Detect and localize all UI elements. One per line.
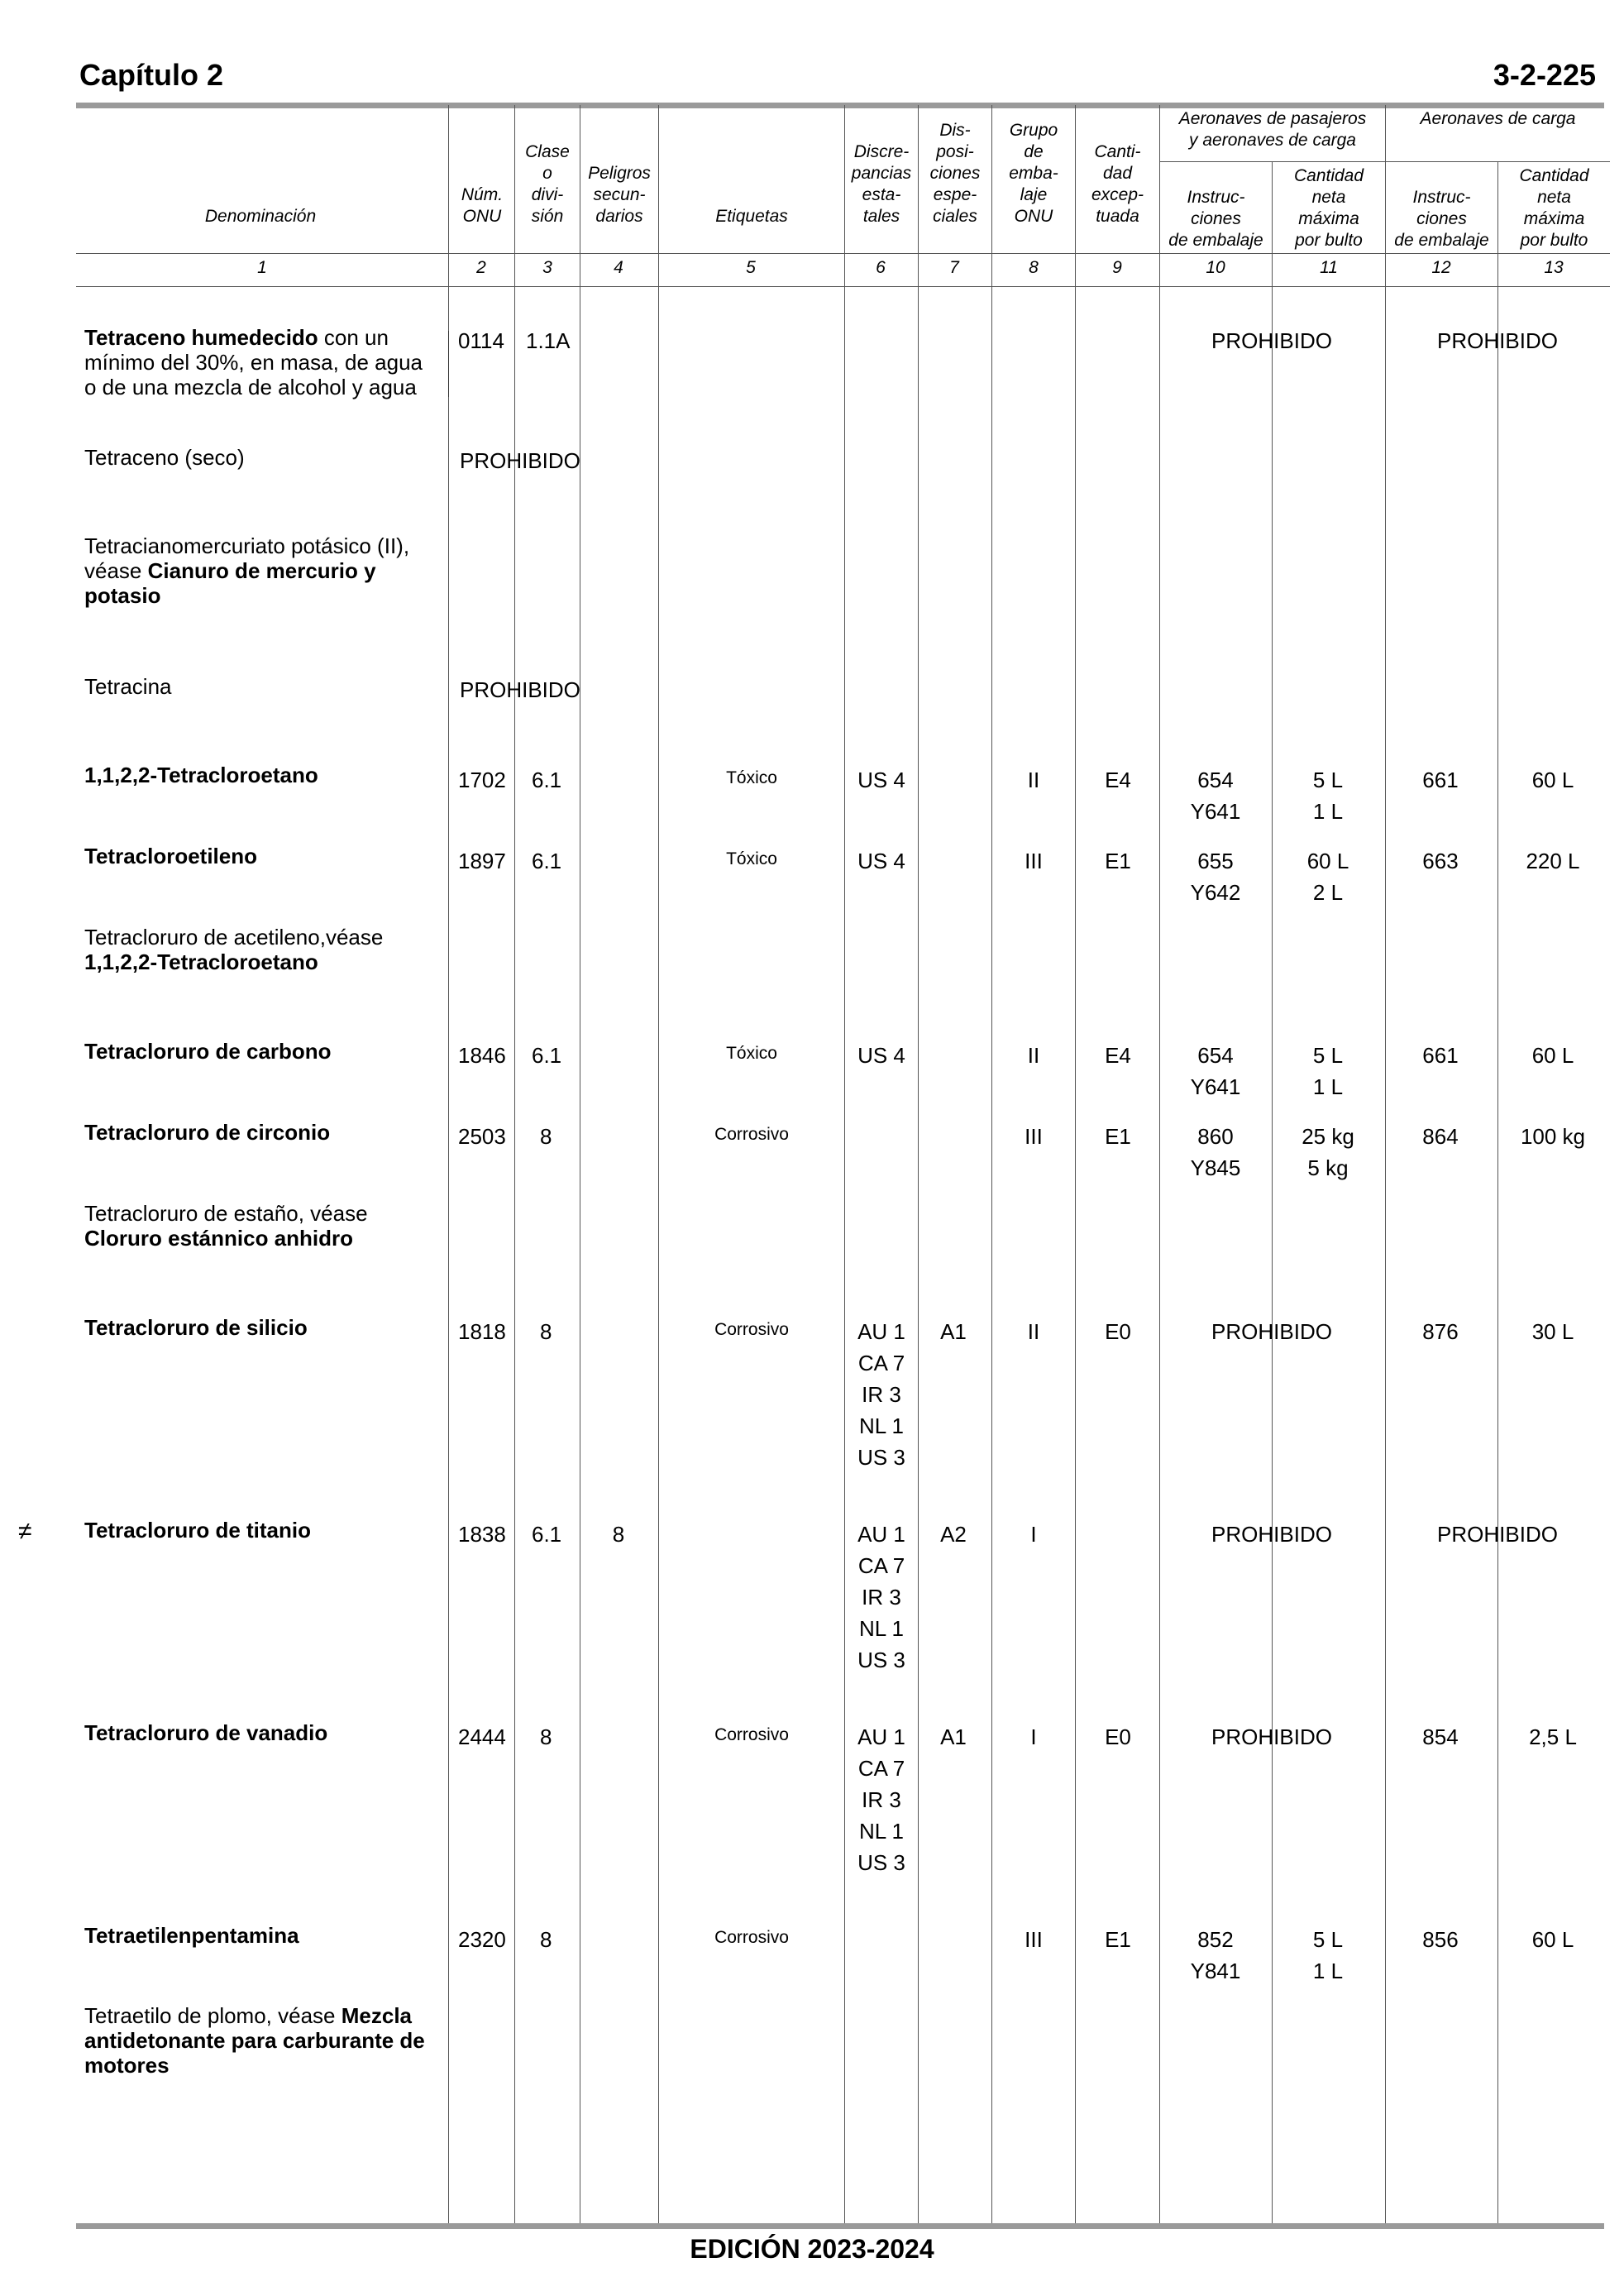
col1-header: Denominación <box>204 207 317 226</box>
un-number: 2444 <box>458 1724 506 1749</box>
class-division: 8 <box>540 1927 552 1952</box>
excepted-quantity: E1 <box>1105 1927 1131 1952</box>
packing-instruction: 654 Y641 <box>1190 1043 1241 1099</box>
row-name: Tetracloruro de vanadio <box>84 1720 328 1745</box>
cargo-packing-instruction: 856 <box>1422 1927 1459 1952</box>
passenger-prohibited: PROHIBIDO <box>1211 328 1332 353</box>
packing-group: I <box>1030 1724 1037 1749</box>
special-provision: A1 <box>940 1724 967 1749</box>
row-name: Tetracloruro de estaño, véase Cloruro estánnico anhidro <box>84 1201 368 1251</box>
change-mark: ≠ <box>18 1518 32 1545</box>
col10-header: Instruc- ciones de embalaje <box>1168 188 1263 250</box>
subsidiary-hazard: 8 <box>612 1522 625 1547</box>
class-division: 6.1 <box>532 768 562 792</box>
packing-instruction: 860 Y845 <box>1190 1124 1241 1180</box>
label: Tóxico <box>726 849 777 868</box>
cargo-max-net-quantity: 30 L <box>1531 1319 1574 1344</box>
special-provision: A2 <box>940 1522 967 1547</box>
passenger-prohibited: PROHIBIDO <box>1211 1724 1332 1749</box>
col3-header: Clase o divi- sión <box>525 142 570 226</box>
class-division: 8 <box>540 1124 552 1149</box>
cargo-max-net-quantity: 60 L <box>1531 768 1574 792</box>
row-name: Tetracloroetileno <box>84 844 258 868</box>
col5-header: Etiquetas <box>715 207 788 226</box>
row-name: 1,1,2,2-Tetracloroetano <box>84 763 318 787</box>
row-name: Tetraetilo de plomo, véase Mezcla antidetonante para carburante de motores <box>84 2003 425 2078</box>
class-division: 6.1 <box>532 1522 562 1547</box>
packing-instruction: 655 Y642 <box>1190 849 1241 905</box>
cargo-max-net-quantity: 100 kg <box>1520 1124 1586 1149</box>
packing-group: III <box>1025 849 1043 873</box>
state-variation: US 4 <box>857 1043 905 1068</box>
class-division: 8 <box>540 1319 552 1344</box>
row-name: Tetracloruro de acetileno,véase 1,1,2,2-Tetracloroetano <box>84 925 384 974</box>
row-name: Tetracianomercuriato potásico (II), véase Cianuro de mercurio y potasio <box>84 533 410 608</box>
col6-header: Discre- pancias esta- tales <box>851 142 912 226</box>
excepted-quantity: E1 <box>1105 849 1131 873</box>
un-number: 1897 <box>458 849 506 873</box>
cargo-max-net-quantity: 220 L <box>1526 849 1580 873</box>
row-name: Tetracloruro de titanio <box>84 1518 311 1543</box>
packing-group: II <box>1027 768 1040 792</box>
excepted-quantity: E1 <box>1105 1124 1131 1149</box>
special-provision: A1 <box>940 1319 967 1344</box>
class-division: 8 <box>540 1724 552 1749</box>
row-name: Tetracloruro de circonio <box>84 1120 331 1145</box>
packing-group: II <box>1027 1043 1040 1068</box>
class-division: 1.1A <box>526 328 571 353</box>
cargo-packing-instruction: 864 <box>1422 1124 1459 1149</box>
packing-group: II <box>1027 1319 1040 1344</box>
cargo-aircraft-header: Aeronaves de carga <box>1420 109 1576 128</box>
cargo-packing-instruction: 854 <box>1422 1724 1459 1749</box>
prohibited-text: PROHIBIDO <box>460 448 580 473</box>
packing-group: III <box>1025 1927 1043 1952</box>
packing-group: I <box>1030 1522 1037 1547</box>
un-number: 0114 <box>458 328 504 353</box>
excepted-quantity: E0 <box>1105 1724 1131 1749</box>
row-name: Tetraceno humedecido con un mínimo del 30%, en masa, de agua o de una mezcla de alcohol y agua <box>84 325 423 399</box>
cargo-packing-instruction: 663 <box>1422 849 1459 873</box>
cargo-max-net-quantity: 60 L <box>1531 1043 1574 1068</box>
state-variations: AU 1 CA 7 IR 3 NL 1 US 3 <box>857 1724 905 1875</box>
prohibited-text: PROHIBIDO <box>460 677 580 702</box>
row-name: Tetraceno (seco) <box>84 445 245 470</box>
label: Corrosivo <box>714 1928 789 1947</box>
page-number: 3-2-225 <box>1493 58 1596 92</box>
state-variation: US 4 <box>857 768 905 792</box>
row-name: Tetraetilenpentamina <box>84 1923 299 1948</box>
max-net-quantity: 5 L 1 L <box>1312 768 1344 824</box>
max-net-quantity: 60 L 2 L <box>1306 849 1349 905</box>
cargo-max-net-quantity: 2,5 L <box>1529 1724 1577 1749</box>
max-net-quantity: 25 kg 5 kg <box>1302 1124 1354 1180</box>
top-rule <box>76 103 1604 108</box>
max-net-quantity: 5 L 1 L <box>1312 1043 1344 1099</box>
col4-header: Peligros secun- darios <box>588 164 651 226</box>
cargo-prohibited: PROHIBIDO <box>1437 1522 1558 1547</box>
cargo-packing-instruction: 661 <box>1422 768 1459 792</box>
label: Corrosivo <box>714 1125 789 1144</box>
passenger-aircraft-header: Aeronaves de pasajeros y aeronaves de carga <box>1178 109 1367 150</box>
cargo-packing-instruction: 661 <box>1422 1043 1459 1068</box>
packing-instruction: 654 Y641 <box>1190 768 1241 824</box>
label: Tóxico <box>726 768 777 787</box>
edition-footer: EDICIÓN 2023-2024 <box>690 2234 934 2264</box>
state-variations: AU 1 CA 7 IR 3 NL 1 US 3 <box>857 1319 905 1470</box>
excepted-quantity: E4 <box>1105 768 1131 792</box>
un-number: 2320 <box>458 1927 506 1952</box>
max-net-quantity: 5 L 1 L <box>1312 1927 1344 1983</box>
col13-header: Cantidad neta máxima por bulto <box>1519 166 1589 250</box>
passenger-prohibited: PROHIBIDO <box>1211 1319 1332 1344</box>
bottom-rule <box>76 2223 1604 2229</box>
cargo-prohibited: PROHIBIDO <box>1437 328 1558 353</box>
label: Corrosivo <box>714 1725 789 1744</box>
state-variation: US 4 <box>857 849 905 873</box>
un-number: 1846 <box>458 1043 506 1068</box>
excepted-quantity: E4 <box>1105 1043 1131 1068</box>
row-name: Tetracloruro de silicio <box>84 1315 308 1340</box>
un-number: 1818 <box>458 1319 506 1344</box>
packing-group: III <box>1025 1124 1043 1149</box>
col7-header: Dis- posi- ciones espe- ciales <box>929 121 981 226</box>
class-division: 6.1 <box>532 1043 562 1068</box>
state-variations: AU 1 CA 7 IR 3 NL 1 US 3 <box>857 1522 905 1672</box>
col12-header: Instruc- ciones de embalaje <box>1394 188 1489 250</box>
col8-header: Grupo de emba- laje ONU <box>1009 121 1058 226</box>
class-division: 6.1 <box>532 849 562 873</box>
row-name: Tetracina <box>84 674 172 699</box>
col11-header: Cantidad neta máxima por bulto <box>1293 166 1364 250</box>
label: Corrosivo <box>714 1320 789 1339</box>
passenger-prohibited: PROHIBIDO <box>1211 1522 1332 1547</box>
un-number: 2503 <box>458 1124 506 1149</box>
chapter-title: Capítulo 2 <box>79 58 224 92</box>
packing-instruction: 852 Y841 <box>1190 1927 1241 1983</box>
cargo-packing-instruction: 876 <box>1422 1319 1459 1344</box>
row-name: Tetracloruro de carbono <box>84 1039 332 1064</box>
cargo-max-net-quantity: 60 L <box>1531 1927 1574 1952</box>
label: Tóxico <box>726 1044 777 1063</box>
excepted-quantity: E0 <box>1105 1319 1131 1344</box>
un-number: 1702 <box>458 768 506 792</box>
un-number: 1838 <box>458 1522 506 1547</box>
col2-header: Núm. ONU <box>461 185 504 226</box>
col9-header: Canti- dad excep- tuada <box>1091 142 1144 226</box>
